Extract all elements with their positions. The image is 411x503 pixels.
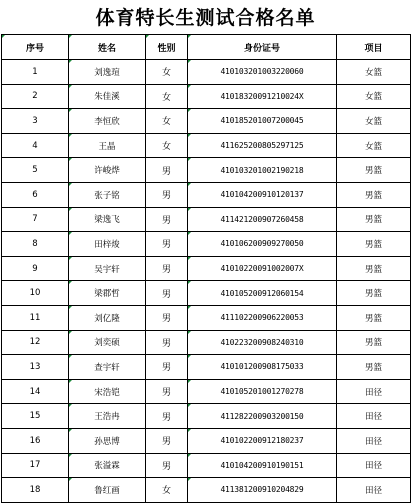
cell-sport: 男篮: [337, 305, 411, 330]
table-header-row: [2, 35, 411, 60]
cell-gender: 女: [146, 60, 188, 85]
table-body: [2, 60, 411, 503]
cell-name: 王晶: [69, 133, 146, 158]
cell-id-number: 411625200805297125: [188, 133, 337, 158]
cell-no: 4: [2, 133, 69, 158]
cell-gender: 男: [146, 232, 188, 257]
cell-sport: 女篮: [337, 84, 411, 109]
cell-id-number: 411282200903200150: [188, 404, 337, 429]
cell-gender: 男: [146, 207, 188, 232]
cell-gender: 女: [146, 133, 188, 158]
cell-name: 王浩冉: [69, 404, 146, 429]
cell-name: 田梓焌: [69, 232, 146, 257]
cell-sport: 男篮: [337, 330, 411, 355]
cell-name: 刘亿隆: [69, 305, 146, 330]
table-row: [2, 182, 411, 207]
cell-id-number: 411102200906220053: [188, 305, 337, 330]
table-row: [2, 109, 411, 134]
cell-id-number: 410101200908175033: [188, 355, 337, 380]
cell-gender: 女: [146, 478, 188, 503]
cell-no: 8: [2, 232, 69, 257]
cell-sport: 男篮: [337, 355, 411, 380]
table-row: [2, 158, 411, 183]
cell-id-number: 410105200912060154: [188, 281, 337, 306]
table-row: [2, 379, 411, 404]
cell-gender: 女: [146, 109, 188, 134]
cell-sport: 男篮: [337, 281, 411, 306]
qualified-list-table: [1, 34, 411, 503]
cell-sport: 女篮: [337, 109, 411, 134]
header-sport: 项目: [337, 35, 411, 60]
cell-name: 查宇轩: [69, 355, 146, 380]
cell-name: 吴宇轩: [69, 256, 146, 281]
table-row: [2, 207, 411, 232]
cell-name: 许峻烨: [69, 158, 146, 183]
cell-id-number: 410105201001270278: [188, 379, 337, 404]
header-no: 序号: [2, 35, 69, 60]
table-row: [2, 453, 411, 478]
cell-id-number: 410103201002190218: [188, 158, 337, 183]
cell-id-number: 410103201003220060: [188, 60, 337, 85]
cell-gender: 男: [146, 281, 188, 306]
cell-name: 孙思博: [69, 428, 146, 453]
table-row: [2, 404, 411, 429]
cell-sport: 田径: [337, 404, 411, 429]
cell-no: 11: [2, 305, 69, 330]
cell-no: 10: [2, 281, 69, 306]
cell-no: 9: [2, 256, 69, 281]
cell-gender: 男: [146, 379, 188, 404]
cell-sport: 男篮: [337, 232, 411, 257]
cell-id-number: 411381200910204829: [188, 478, 337, 503]
cell-no: 5: [2, 158, 69, 183]
cell-no: 2: [2, 84, 69, 109]
cell-name: 刘逸瑄: [69, 60, 146, 85]
cell-gender: 男: [146, 428, 188, 453]
cell-gender: 男: [146, 330, 188, 355]
header-gender: 性别: [146, 35, 188, 60]
cell-gender: 男: [146, 355, 188, 380]
cell-id-number: 410223200908240310: [188, 330, 337, 355]
cell-name: 鲁红画: [69, 478, 146, 503]
cell-sport: 男篮: [337, 158, 411, 183]
page-title: 体育特长生测试合格名单: [95, 7, 316, 29]
cell-id-number: 411421200907260458: [188, 207, 337, 232]
cell-no: 7: [2, 207, 69, 232]
cell-gender: 男: [146, 182, 188, 207]
cell-id-number: 410106200909270050: [188, 232, 337, 257]
cell-name: 张溢霖: [69, 453, 146, 478]
cell-name: 宋浩铠: [69, 379, 146, 404]
header-id-number: 身份证号: [188, 35, 337, 60]
table-row: [2, 256, 411, 281]
table-row: [2, 84, 411, 109]
cell-sport: 女篮: [337, 60, 411, 85]
cell-id-number: 410104200910190151: [188, 453, 337, 478]
cell-no: 15: [2, 404, 69, 429]
cell-gender: 男: [146, 158, 188, 183]
header-name: 姓名: [69, 35, 146, 60]
cell-name: 刘奕硕: [69, 330, 146, 355]
cell-no: 6: [2, 182, 69, 207]
cell-name: 张子铭: [69, 182, 146, 207]
cell-id-number: 41018320091210024X: [188, 84, 337, 109]
cell-no: 3: [2, 109, 69, 134]
table-row: [2, 355, 411, 380]
cell-sport: 女篮: [337, 133, 411, 158]
cell-gender: 男: [146, 404, 188, 429]
cell-id-number: 410102200912180237: [188, 428, 337, 453]
cell-name: 梁郡哲: [69, 281, 146, 306]
cell-sport: 田径: [337, 428, 411, 453]
cell-sport: 田径: [337, 379, 411, 404]
table-row: [2, 281, 411, 306]
cell-no: 18: [2, 478, 69, 503]
cell-id-number: 410104200910120137: [188, 182, 337, 207]
cell-name: 梁逸飞: [69, 207, 146, 232]
cell-no: 12: [2, 330, 69, 355]
cell-name: 朱佳溪: [69, 84, 146, 109]
table-row: [2, 133, 411, 158]
cell-sport: 男篮: [337, 207, 411, 232]
cell-no: 1: [2, 60, 69, 85]
cell-name: 李恒欣: [69, 109, 146, 134]
table-row: [2, 478, 411, 503]
table-row: [2, 428, 411, 453]
table-row: [2, 330, 411, 355]
cell-gender: 女: [146, 84, 188, 109]
table-row: [2, 305, 411, 330]
cell-gender: 男: [146, 305, 188, 330]
cell-no: 16: [2, 428, 69, 453]
table-row: [2, 60, 411, 85]
table-row: [2, 232, 411, 257]
cell-sport: 田径: [337, 453, 411, 478]
cell-no: 17: [2, 453, 69, 478]
cell-sport: 男篮: [337, 182, 411, 207]
cell-id-number: 41010220091002007X: [188, 256, 337, 281]
cell-no: 14: [2, 379, 69, 404]
cell-id-number: 410185201007200045: [188, 109, 337, 134]
cell-no: 13: [2, 355, 69, 380]
cell-gender: 男: [146, 453, 188, 478]
cell-sport: 男篮: [337, 256, 411, 281]
cell-sport: 田径: [337, 478, 411, 503]
cell-gender: 男: [146, 256, 188, 281]
